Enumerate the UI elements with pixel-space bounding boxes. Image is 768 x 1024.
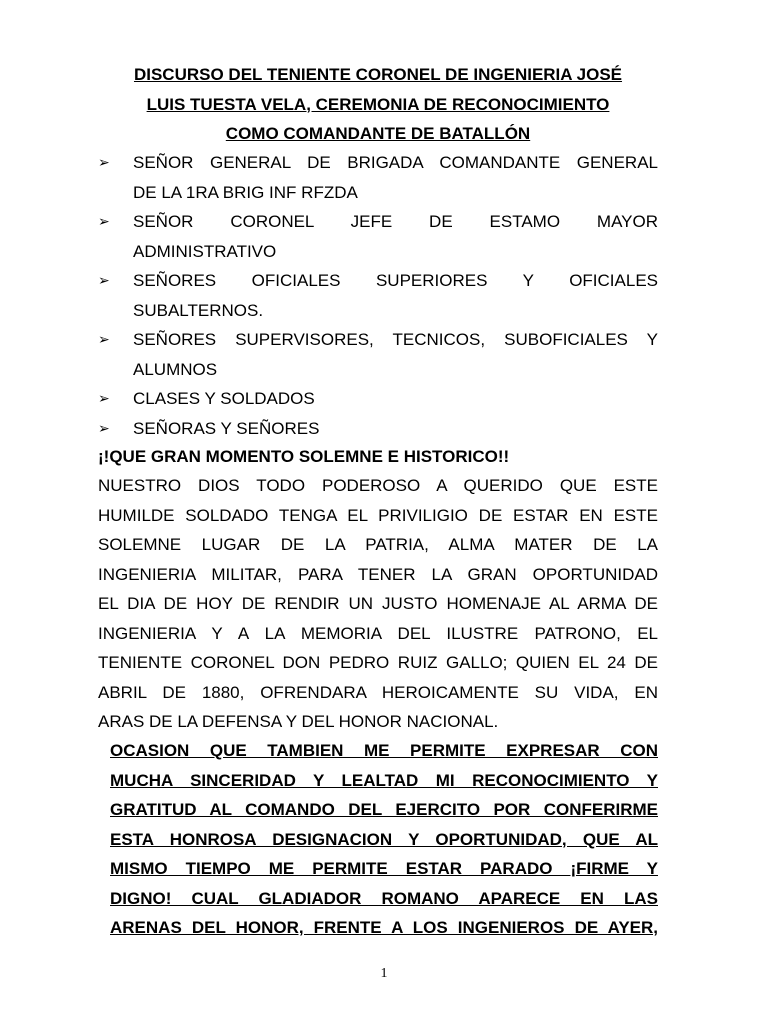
arrow-bullet-icon: ➢ (98, 272, 110, 288)
title-line: LUIS TUESTA VELA, CEREMONIA DE RECONOCIMIENTO (146, 94, 610, 114)
paragraph-line: SOLEMNE LUGAR DE LA PATRIA, ALMA MATER DE LA (98, 535, 658, 554)
list-item (98, 266, 658, 325)
list-item-line: SUBALTERNOS. (133, 300, 264, 320)
list-item-line: SEÑOR GENERAL DE BRIGADA COMANDANTE GENERAL (133, 153, 658, 172)
title-line: COMO COMANDANTE DE BATALLÓN (225, 124, 531, 143)
paragraph-line: EL DIA DE HOY DE RENDIR UN JUSTO HOMENAJE AL ARMA DE (98, 594, 658, 613)
arrow-bullet-icon: ➢ (98, 390, 110, 406)
list-item-line: DE LA 1RA BRIG INF RFZDA (133, 182, 358, 202)
list-item (98, 384, 658, 414)
paragraph-line: INGENIERIA MILITAR, PARA TENER LA GRAN OPORTUNIDAD (98, 564, 658, 584)
arrow-bullet-icon: ➢ (98, 154, 110, 170)
list-item (98, 207, 658, 266)
exclamation-heading: ¡!QUE GRAN MOMENTO SOLEMNE E HISTORICO!! (98, 447, 510, 466)
list-item-line: ALUMNOS (133, 359, 218, 379)
paragraph-line: OCASION QUE TAMBIEN ME PERMITE EXPRESAR CON (110, 741, 658, 760)
paragraph-line: DIGNO! CUAL GLADIADOR ROMANO APARECE EN LAS (110, 888, 658, 908)
paragraph-line: NUESTRO DIOS TODO PODEROSO A QUERIDO QUE ESTE (98, 476, 658, 495)
paragraph-line: ARAS DE LA DEFENSA Y DEL HONOR NACIONAL. (98, 712, 499, 731)
body-paragraph (98, 471, 658, 737)
arrow-bullet-icon: ➢ (98, 331, 110, 347)
paragraph-line: TENIENTE CORONEL DON PEDRO RUIZ GALLO; QUIEN EL 24 DE (98, 653, 658, 672)
paragraph-line: GRATITUD AL COMANDO DEL EJERCITO POR CONFERIRME (110, 800, 658, 819)
paragraph-line: MISMO TIEMPO ME PERMITE ESTAR PARADO ¡FIRME Y (110, 859, 658, 878)
paragraph-line: ARENAS DEL HONOR, FRENTE A LOS INGENIEROS DE AYER, (110, 918, 658, 937)
list-item (98, 325, 658, 384)
document-title (98, 60, 658, 149)
salutation-list (98, 148, 658, 443)
emphasized-paragraph (110, 736, 658, 943)
arrow-bullet-icon: ➢ (98, 213, 110, 229)
list-item-line: SEÑOR CORONEL JEFE DE ESTAMO MAYOR (133, 212, 658, 231)
list-item-line: ADMINISTRATIVO (133, 241, 277, 261)
list-item-line: SEÑORAS Y SEÑORES (133, 418, 320, 438)
arrow-bullet-icon: ➢ (98, 419, 110, 436)
paragraph-line: ABRIL DE 1880, OFRENDARA HEROICAMENTE SU VIDA, EN (98, 682, 658, 702)
list-item (98, 414, 658, 444)
list-item (98, 148, 658, 207)
list-item-line: SEÑORES OFICIALES SUPERIORES Y OFICIALES (133, 271, 658, 290)
paragraph-line: MUCHA SINCERIDAD Y LEALTAD MI RECONOCIMIENTO Y (110, 770, 658, 790)
list-item-line: CLASES Y SOLDADOS (133, 389, 315, 408)
title-line: DISCURSO DEL TENIENTE CORONEL DE INGENIERIA JOSÉ (133, 65, 623, 84)
paragraph-line: ESTA HONROSA DESIGNACION Y OPORTUNIDAD, QUE AL (110, 829, 658, 849)
paragraph-line: INGENIERIA Y A LA MEMORIA DEL ILUSTRE PATRONO, EL (98, 623, 658, 643)
paragraph-line: HUMILDE SOLDADO TENGA EL PRIVILIGIO DE ESTAR EN ESTE (98, 505, 658, 525)
list-item-line: SEÑORES SUPERVISORES, TECNICOS, SUBOFICIALES Y (133, 330, 658, 349)
page-number: 1 (380, 966, 388, 981)
